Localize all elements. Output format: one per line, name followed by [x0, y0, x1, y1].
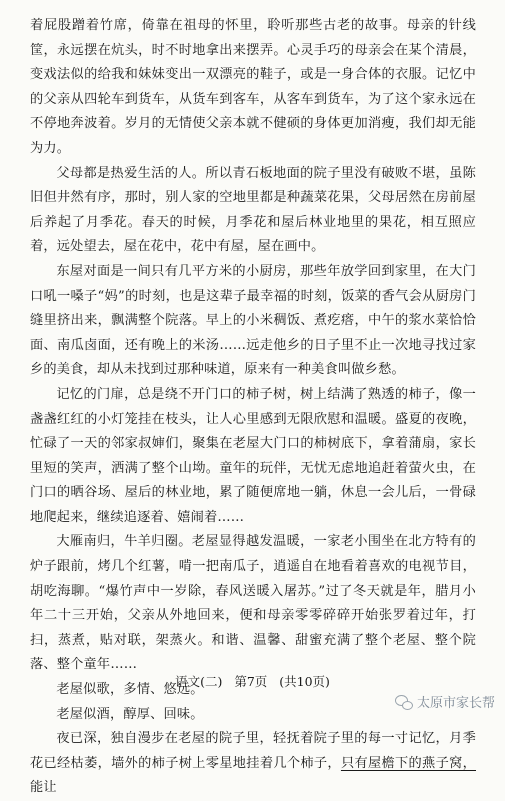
paragraph-7: 老屋似酒，醇厚、回味。: [56, 706, 204, 722]
underlined-phrase: 只有屋檐下的燕子窝，: [340, 755, 476, 771]
chat-bubble-icon: [395, 694, 413, 710]
footer-total: (共10页): [279, 674, 330, 689]
paragraph-8-text: 夜已深，独自漫步在老屋的院子里，轻抚着院子里的每一寸记忆，月季花已经枯萎，墙外的柿子树上零星地挂着几个柿子，: [30, 731, 476, 771]
page-footer: [0, 672, 505, 690]
footer-subject: 语文(二): [175, 674, 223, 689]
paragraph-8-tail: 能让: [30, 780, 57, 796]
paragraph-4: 记忆的门扉，总是绕不开门口的柿子树，树上结满了熟透的柿子，像一盏盏红红的小灯笼挂在枝头，让人心里感到无限欣慰和温暖。盛夏的夜晚，忙碌了一天的邻家叔婶们，聚集在老屋大门口的柿树底下，拿着蒲扇，家长里短的笑声，洒满了整个山坳。童年的玩伴，无忧无虑地追赶着萤火虫，在门口的晒谷场、屋后的林业地，累了随便席地一躺，休息一会儿后，一骨碌地爬起来，继续追逐着、嬉闹着……: [30, 386, 476, 525]
paragraph-8: [30, 727, 476, 801]
footer-page: 第7页: [234, 674, 268, 689]
paragraph-3: 东屋对面是一间只有几平方米的小厨房，那些年放学回到家里，在大门口吼一嗓子“妈”的时刻，也是这辈子最幸福的时刻，饭菜的香气会从厨房门缝里挤出来，飘满整个院落。早上的小米稠饭、煮疙瘩，中午的浆水菜恰恰面、南瓜卤面，还有晚上的米汤……远走他乡的日子里不止一次地寻找过家乡的美食，却从未找到过那种味道，原来有一种美食叫做乡愁。: [30, 263, 476, 378]
paragraph-1: 着屁股蹭着竹席，倚靠在祖母的怀里，聆听那些古老的故事。母亲的针线筐，永远摆在炕头，时不时地拿出来摆弄。心灵手巧的母亲会在某个清晨，变戏法似的给我和妹妹变出一双漂亮的鞋子，或是一身合体的衣服。记忆中的父亲从四轮车到货车，从货车到客车，从客车到货车，为了这个家永远在不停地奔波着。岁月的无情使父亲本就不健硕的身体更加消瘦，我们却无能为力。: [30, 18, 476, 156]
paragraph-5: 大雁南归，牛羊归圈。老屋显得越发温暖，一家老小围坐在北方特有的炉子跟前，烤几个红薯，啃一把南瓜子，逍遥自在地看着喜欢的电视节目，胡吃海聊。“爆竹声中一岁除，春风送暖入屠苏。”过了冬天就是年，腊月小年二十三开始，父亲从外地回来，便和母亲零零碎碎开始张罗着过年，打扫，蒸煮，贴对联，架蒸火。和谐、温馨、甜蜜充满了整个老屋、整个院落、整个童年……: [30, 534, 476, 673]
paragraph-2: 父母都是热爱生活的人。所以青石板地面的院子里没有破败不堪，虽陈旧但井然有序，那时，别人家的空地里都是种蔬菜花果，父母居然在房前屋后养起了月季花。春天的时候，月季花和屋后林业地里的果花，相互照应着，远处望去，屋在花中，花中有屋，屋在画中。: [30, 165, 476, 255]
watermark-text: 太原市家长帮: [416, 696, 495, 711]
watermark: [395, 692, 495, 711]
paragraph-6: 老屋似歌，多情、悠远。: [56, 682, 204, 698]
